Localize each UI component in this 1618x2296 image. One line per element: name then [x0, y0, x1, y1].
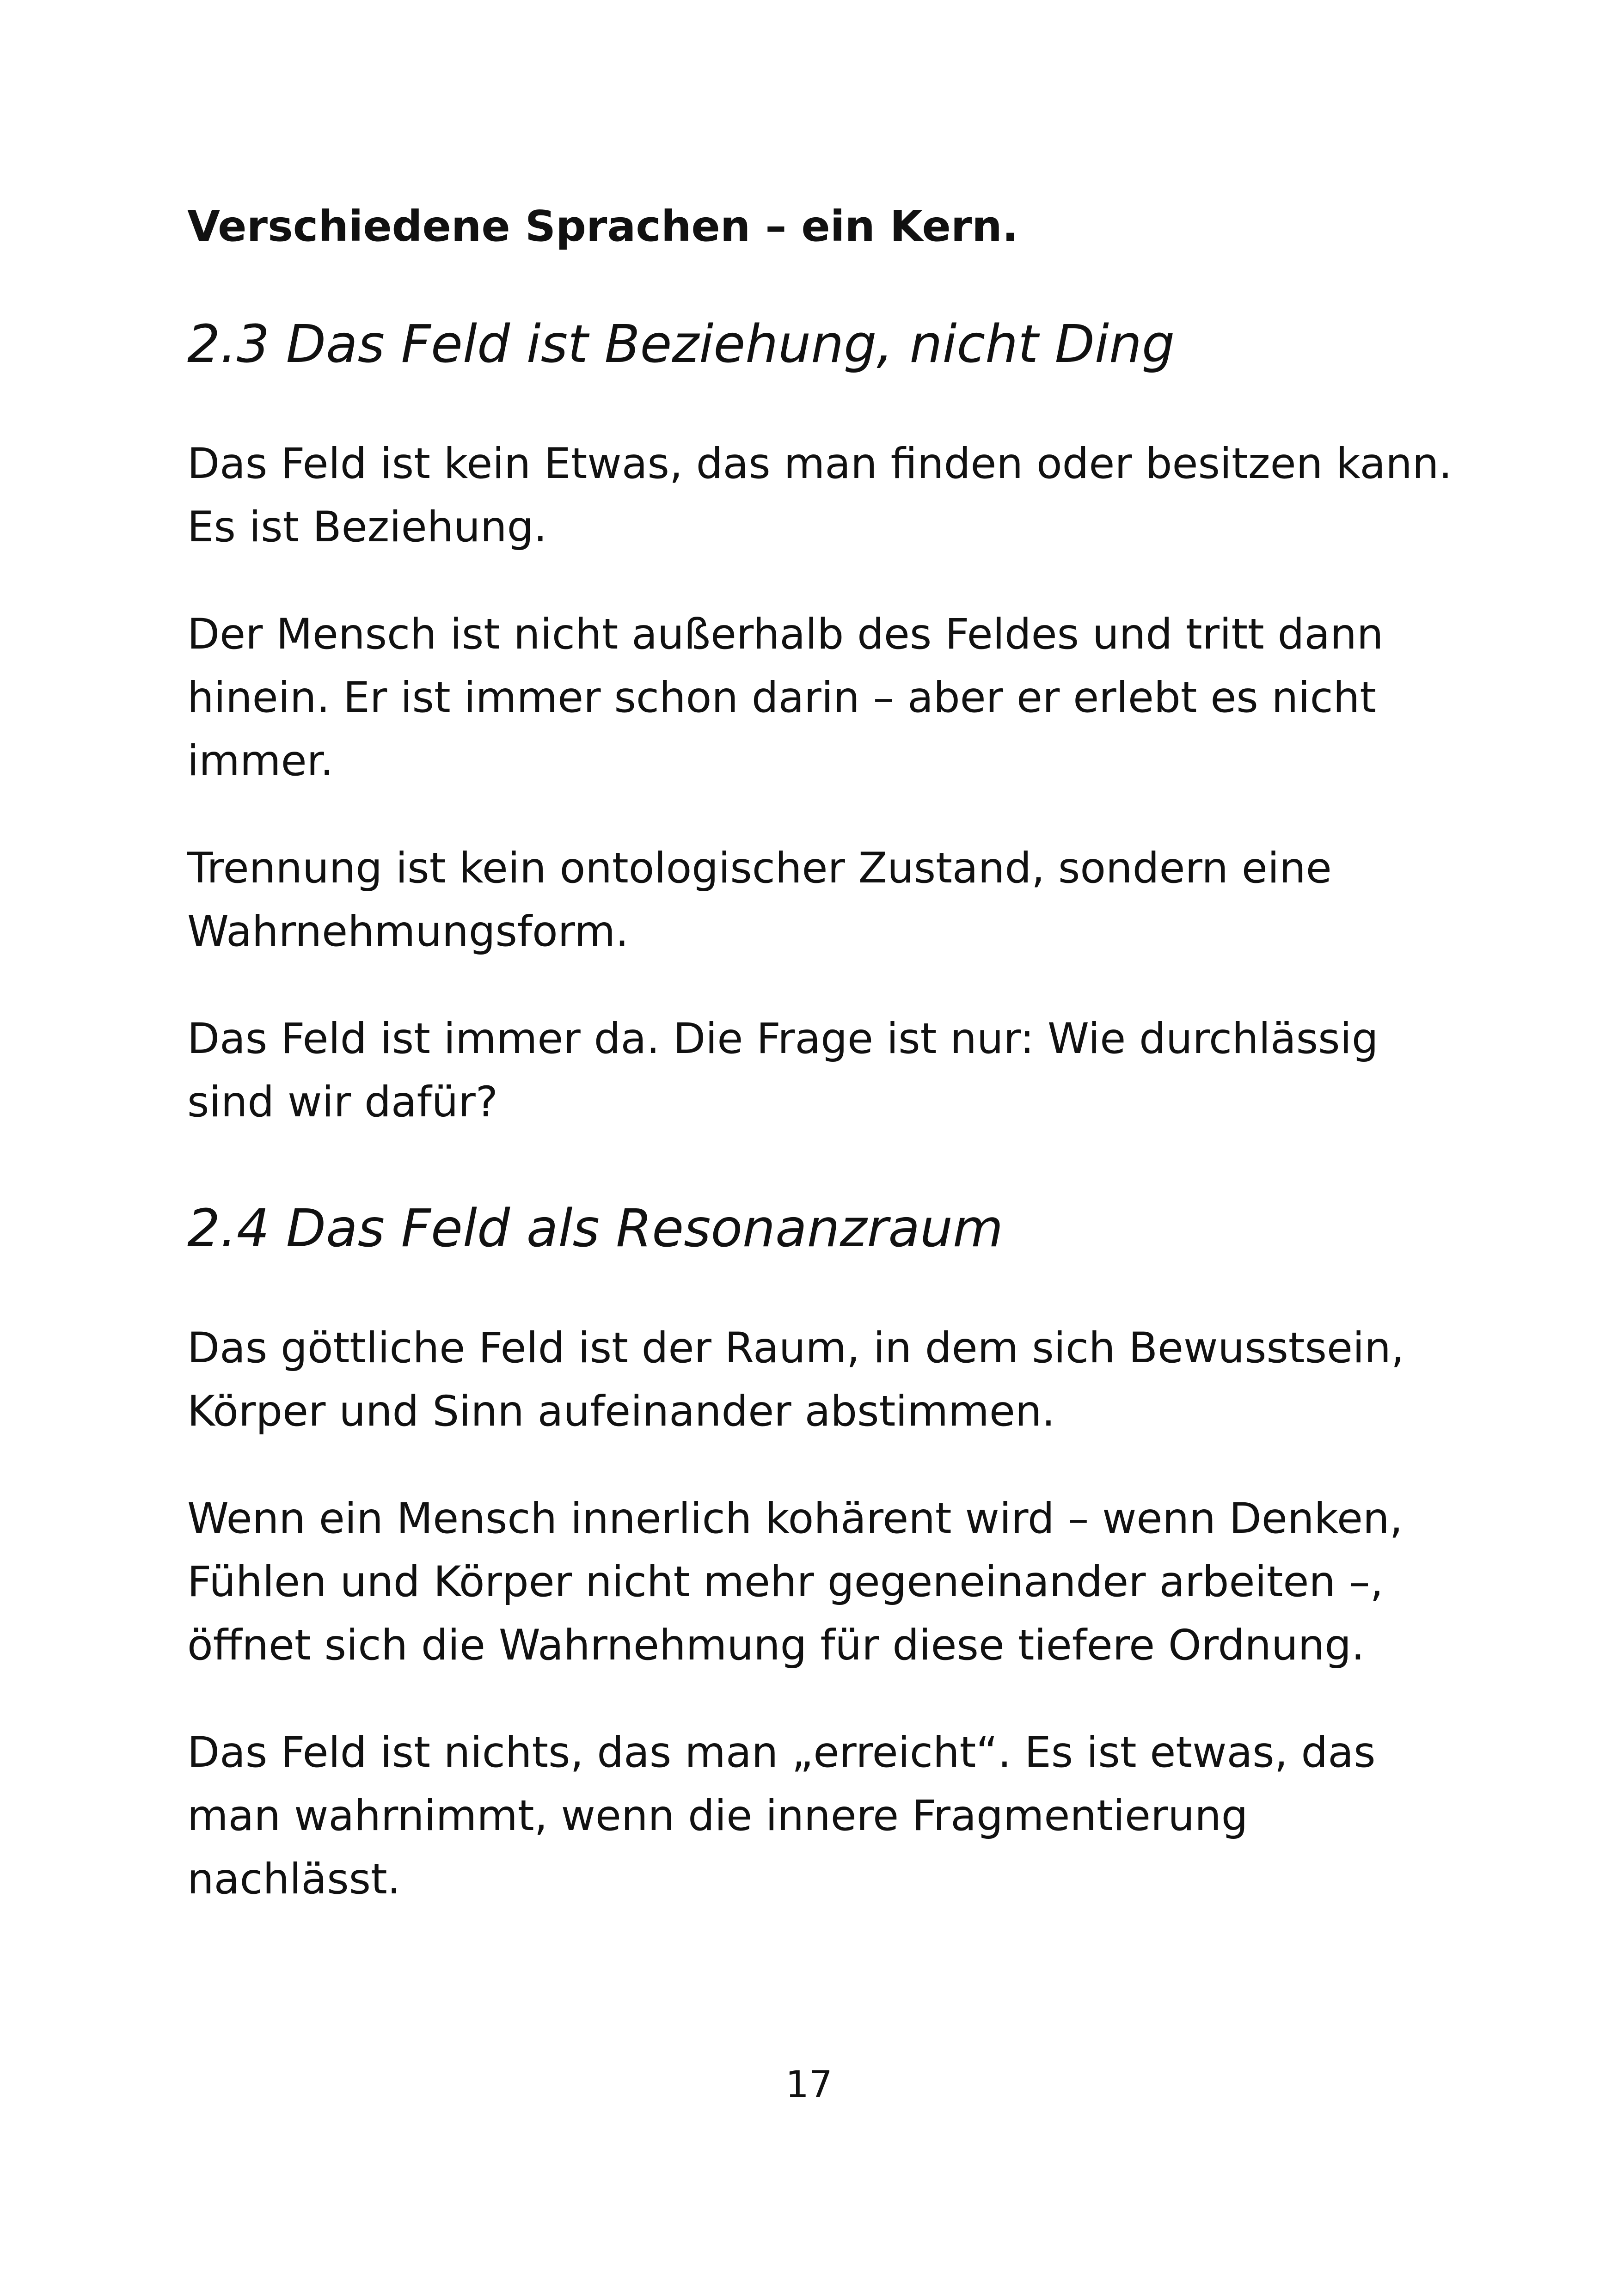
- paragraph: Das göttliche Feld ist der Raum, in dem sich Bewusstsein, Körper und Sinn aufeinander abstimmen.: [187, 1324, 1404, 1436]
- section-heading-2-3: 2.3 Das Feld ist Beziehung, nicht Ding: [187, 314, 1175, 374]
- paragraph: Das Feld ist immer da. Die Frage ist nur: Wie durchlässig sind wir dafür?: [187, 1015, 1379, 1127]
- paragraph: Das Feld ist kein Etwas, das man finden oder besitzen kann. Es ist Beziehung.: [187, 440, 1453, 551]
- paragraph: Wenn ein Mensch innerlich kohärent wird – wenn Denken, Fühlen und Körper nicht mehr gegeneinander arbeiten –, öffnet sich die Wahrnehmung für diese tiefere Ordnung.: [187, 1494, 1403, 1670]
- page-number: 17: [785, 2063, 833, 2106]
- page-content: [187, 194, 1463, 1911]
- section-heading-2-4: 2.4 Das Feld als Resonanzraum: [187, 1199, 1004, 1259]
- paragraph: Das Feld ist nichts, das man „erreicht“. Es ist etwas, das man wahrnimmt, wenn die innere Fragmentierung nachlässt.: [187, 1728, 1376, 1904]
- paragraph: Der Mensch ist nicht außerhalb des Feldes und tritt dann hinein. Er ist immer schon darin – aber er erlebt es nicht immer.: [187, 610, 1384, 785]
- lead-line: Verschiedene Sprachen – ein Kern.: [187, 202, 1018, 251]
- paragraph: Trennung ist kein ontologischer Zustand, sondern eine Wahrnehmungsform.: [187, 844, 1332, 956]
